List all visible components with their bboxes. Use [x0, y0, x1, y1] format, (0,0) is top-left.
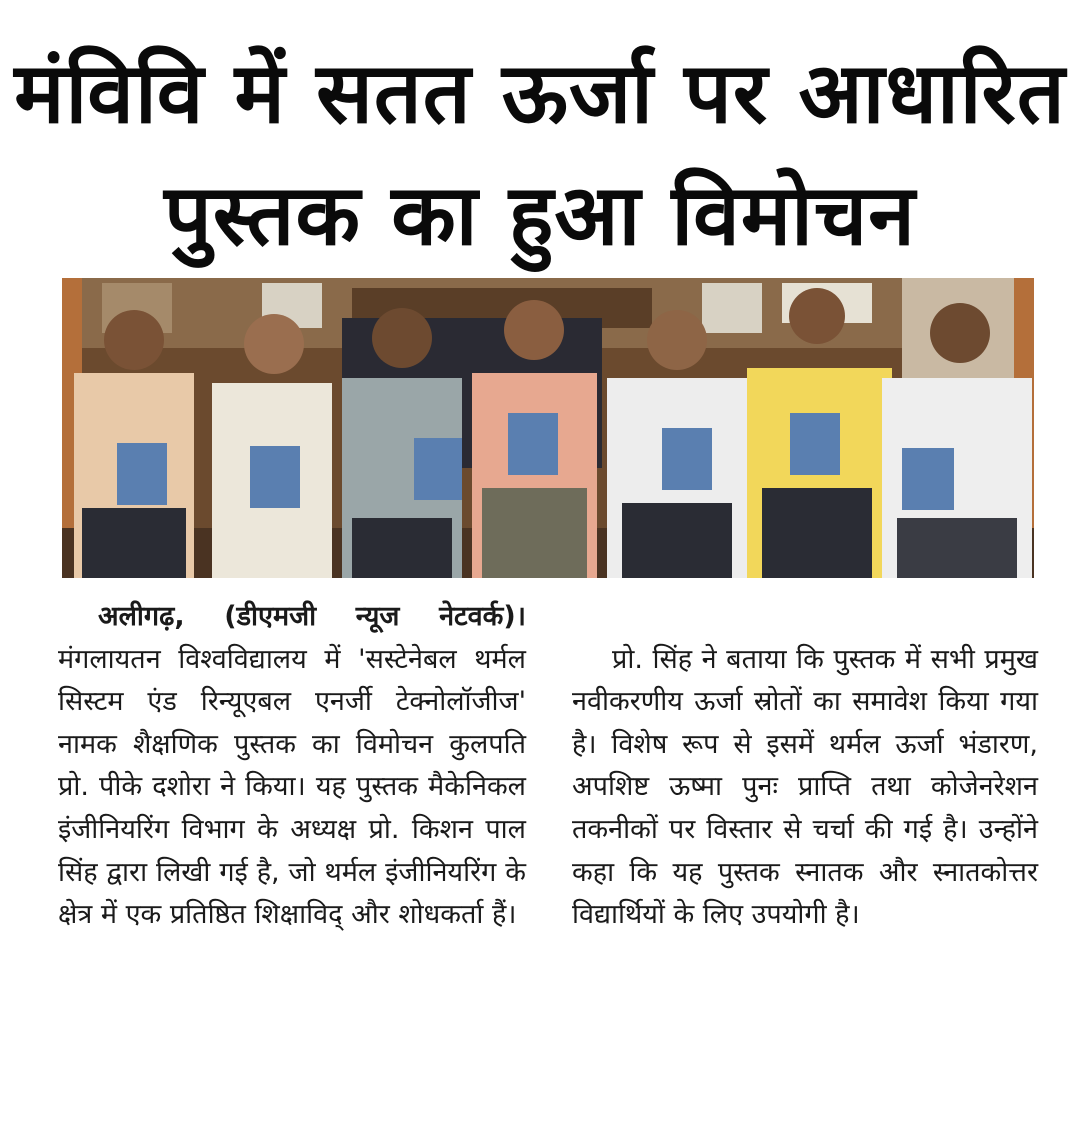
news-photo — [62, 278, 1034, 578]
article-column-right — [572, 596, 1038, 937]
article-paragraph-1 — [58, 596, 526, 937]
article-column-left — [58, 596, 526, 937]
paragraph-1-text: मंगलायतन विश्वविद्यालय में 'सस्टेनेबल थर्मल सिस्टम एंड रिन्यूएबल एनर्जी टेक्नोलॉजीज' नामक शैक्षणिक पुस्तक का विमोचन कुलपति प्रो. पीके दशोरा ने किया। यह पुस्तक मैकेनिकल इंजीनियरिंग विभाग के अध्यक्ष प्रो. किशन पाल सिंह द्वारा लिखी गई है, जो थर्मल इंजीनियरिंग के क्षेत्र में एक प्रतिष्ठित शिक्षाविद् और शोधकर्ता हैं। — [58, 643, 526, 931]
photo-book-launch-illustration — [62, 278, 1034, 578]
headline-line-2: पुस्तक का हुआ विमोचन — [164, 166, 916, 264]
column-spacer — [572, 596, 1038, 639]
article-paragraph-2 — [572, 639, 1038, 937]
dateline: अलीगढ़, (डीएमजी न्यूज नेटवर्क)। — [98, 601, 526, 632]
headline-line-1: मंविवि में सतत ऊर्जा पर आधारित — [14, 44, 1066, 142]
paragraph-2-text: प्रो. सिंह ने बताया कि पुस्तक में सभी प्रमुख नवीकरणीय ऊर्जा स्रोतों का समावेश किया गया है। विशेष रूप से इसमें थर्मल ऊर्जा भंडारण, अपशिष्ट ऊष्मा पुनः प्राप्ति तथा कोजेनरेशन तकनीकों पर विस्तार से चर्चा की गई है। उन्होंने कहा कि यह पुस्तक स्नातक और स्नातकोत्तर विद्यार्थियों के लिए उपयोगी है। — [572, 643, 1038, 931]
